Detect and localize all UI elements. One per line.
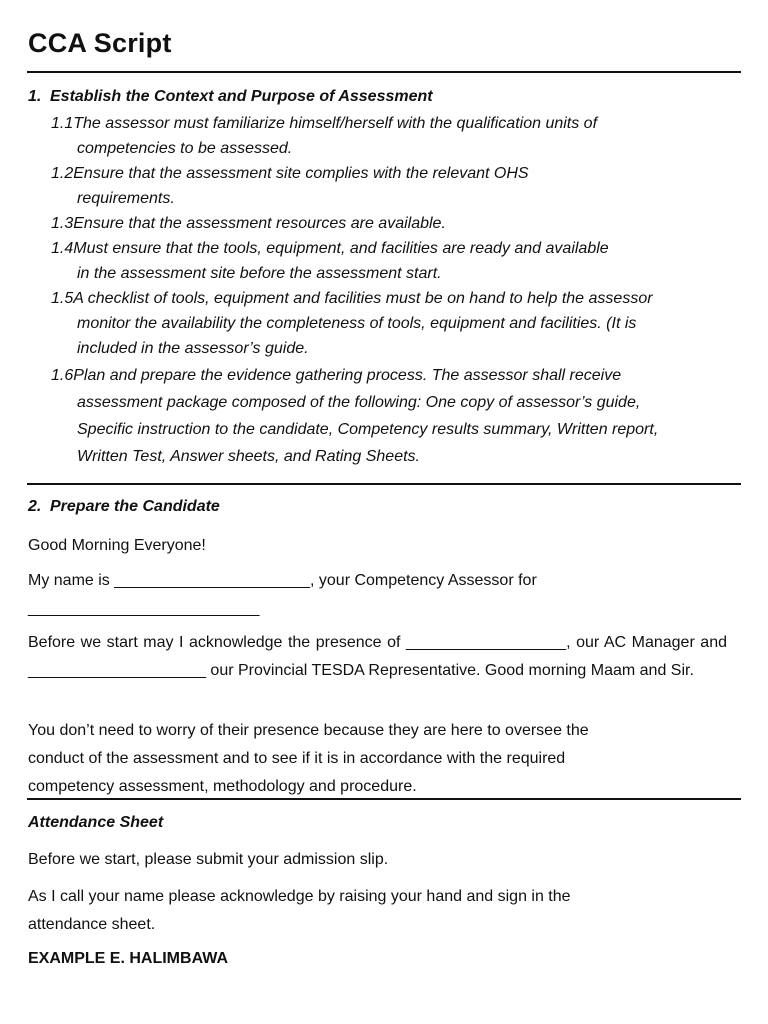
attendance-instruction-1: Before we start, please submit your admission slip. xyxy=(28,851,389,868)
list-item-text: Ensure that the assessment resources are available. xyxy=(73,215,446,232)
list-item-line: monitor the availability the completeness of tools, equipment and facilities. (It is xyxy=(77,315,637,332)
attendance-instruction-line: As I call your name please acknowledge by raising your hand and sign in the xyxy=(28,888,571,905)
title-divider xyxy=(27,71,741,73)
list-item-text: Ensure that the assessment site complies with the relevant OHS xyxy=(73,165,529,182)
reassure-line: conduct of the assessment and to see if it is in accordance with the required xyxy=(28,750,566,767)
list-item-number: 1.1 xyxy=(51,115,74,132)
section1-divider xyxy=(27,483,741,485)
section2-heading-number: 2. xyxy=(28,498,42,515)
list-item-line: competencies to be assessed. xyxy=(77,140,293,157)
list-item-1-3 xyxy=(51,211,731,236)
list-item-line xyxy=(51,211,731,236)
intro-paragraph xyxy=(28,567,727,623)
list-item-number: 1.3 xyxy=(51,215,74,232)
attendance-heading: Attendance Sheet xyxy=(28,814,164,831)
list-item-text: Must ensure that the tools, equipment, and facilities are ready and available xyxy=(73,240,609,257)
attendance-instruction-2 xyxy=(28,883,727,939)
list-item-line xyxy=(51,286,731,311)
list-item-text: A checklist of tools, equipment and facilities must be on hand to help the assessor xyxy=(73,290,653,307)
section1-heading-text: Establish the Context and Purpose of Assessment xyxy=(50,88,433,105)
reassure-line: You don’t need to worry of their presence because they are here to oversee the xyxy=(28,722,589,739)
list-item-line xyxy=(51,111,731,136)
list-item-line: in the assessment site before the assessment start. xyxy=(77,265,442,282)
list-item-line: requirements. xyxy=(77,190,175,207)
list-item-line: Specific instruction to the candidate, Competency results summary, Written report, xyxy=(77,421,659,438)
document-title: CCA Script xyxy=(28,28,172,58)
section1-heading-number: 1. xyxy=(28,88,42,105)
section2-heading-text: Prepare the Candidate xyxy=(50,498,220,515)
intro-line: My name is ______________________, your Competency Assessor for xyxy=(28,572,537,589)
list-item-line xyxy=(51,362,731,389)
list-item-number: 1.6 xyxy=(51,367,74,384)
intro-blank-line: __________________________ xyxy=(28,600,260,617)
list-item-text: The assessor must familiarize himself/herself with the qualification units of xyxy=(73,115,598,132)
list-item-line: Written Test, Answer sheets, and Rating Sheets. xyxy=(77,448,420,465)
reassure-line: competency assessment, methodology and procedure. xyxy=(28,778,417,795)
list-item-line: assessment package composed of the following: One copy of assessor’s guide, xyxy=(77,394,641,411)
list-item-text: Plan and prepare the evidence gathering process. The assessor shall receive xyxy=(73,367,622,384)
section2-heading xyxy=(28,497,220,517)
list-item-number: 1.2 xyxy=(51,165,74,182)
greeting-text: Good Morning Everyone! xyxy=(28,537,206,554)
attendance-instruction-line: attendance sheet. xyxy=(28,916,156,933)
acknowledge-paragraph: Before we start may I acknowledge the presence of __________________, our AC Manager and ____________________ our Provincial TESDA Representative. Good morning Maam and Sir. xyxy=(28,634,727,679)
section2-divider xyxy=(27,798,741,800)
list-item-line xyxy=(51,161,731,186)
example-name: EXAMPLE E. HALIMBAWA xyxy=(28,950,229,967)
section1-heading xyxy=(28,87,433,107)
list-item-1-5 xyxy=(51,286,731,361)
reassure-paragraph xyxy=(28,717,727,801)
list-item-1-2 xyxy=(51,161,731,211)
list-item-number: 1.5 xyxy=(51,290,74,307)
list-item-1-1 xyxy=(51,111,731,161)
list-item-1-4 xyxy=(51,236,731,286)
list-item-1-6 xyxy=(51,362,731,470)
list-item-line: included in the assessor’s guide. xyxy=(77,340,309,357)
list-item-line xyxy=(51,236,731,261)
list-item-number: 1.4 xyxy=(51,240,74,257)
